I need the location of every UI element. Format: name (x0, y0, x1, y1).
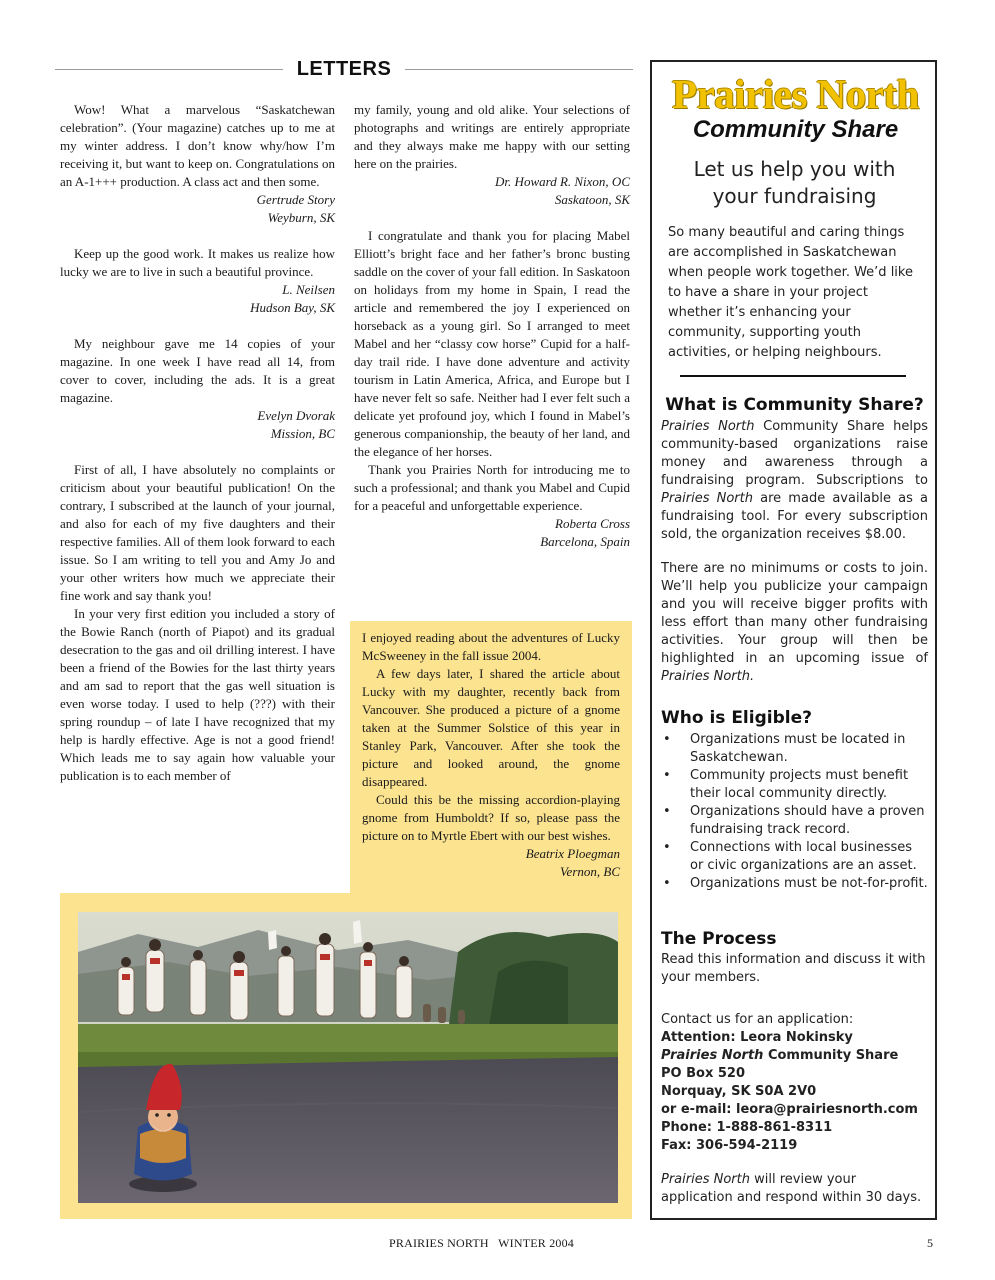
list-item-text: Community projects must benefit their local community directly. (690, 768, 909, 801)
bullet-icon: • (663, 732, 671, 747)
letter-paragraph: Could this be the missing accordion-playing gnome from Humboldt? If so, please pass the picture on to Myrtle Ebert with our best wishes. (362, 792, 620, 843)
eligibility-section (661, 707, 928, 893)
magazine-name: Prairies North (661, 1172, 750, 1187)
no-minimums-section (661, 560, 928, 686)
process-heading: The Process (661, 929, 777, 949)
letter-paragraph: Thank you Prairies North for introducing me to such a professional; and thank you Mabel and Cupid for a peaceful and unforgettable experience. (354, 462, 630, 513)
letter-paragraph: My neighbour gave me 14 copies of your magazine. In one week I have read all 14, from cover to cover, including the ads. It is a great magazine. (60, 336, 335, 405)
process-text: Read this information and discuss it with your members. (661, 952, 926, 985)
letter-nixon-part1 (60, 461, 335, 785)
letter-author: Dr. Howard R. Nixon, OC (495, 174, 630, 189)
review-rest: will review your application and respond within 30 days. (661, 1172, 922, 1205)
magazine-name: Prairies North (661, 1048, 764, 1063)
contact-city: Norquay, SK S0A 2V0 (661, 1084, 817, 1099)
bullet-icon: • (663, 804, 671, 819)
letter-author: Beatrix Ploegman (525, 846, 620, 861)
list-item-text: Organizations must be located in Saskatchewan. (690, 732, 906, 765)
contact-attention: Attention: Leora Nokinsky (661, 1030, 853, 1045)
contact-intro: Contact us for an application: (661, 1012, 854, 1027)
review-text (661, 1171, 928, 1207)
letter-location: Vernon, BC (560, 864, 620, 879)
magazine-name: Prairies North (661, 419, 755, 434)
eligibility-list (661, 731, 928, 893)
sidebar-tagline: Let us help you with your fundraising (693, 157, 896, 208)
letter-paragraph: Wow! What a marvelous “Saskatchewan celebration”. (Your magazine) catches up to me at my winter address. I don’t know why/how I’m receiving it, but want to keep on. Congratulations on an A-1+++ production. A class act and then some. (60, 102, 335, 189)
letter-story (60, 101, 335, 227)
letters-column-left (60, 101, 335, 785)
list-item (661, 731, 928, 767)
sidebar-divider (680, 375, 906, 377)
bullet-icon: • (663, 876, 671, 891)
letter-location: Weyburn, SK (267, 210, 335, 225)
letter-paragraph: First of all, I have absolutely no complaints or criticism about your beautiful publication! On the contrary, I subscribed at the launch of your journal, and also for each of my five daughters and their respective families. All of them look forward to each issue. So I am writing to tell you and Amy Jo and your other writers how much we appreciate their fine work and say thank you! (60, 462, 335, 603)
contact-email[interactable]: or e-mail: leora@prairiesnorth.com (661, 1102, 918, 1117)
photo-illustration (78, 912, 618, 1203)
letter-author: Evelyn Dvorak (257, 408, 335, 423)
what-text: Community Share helps community-based organizations raise money and awareness through a fundraising program. Subscriptions to (661, 419, 928, 488)
gnome-photo (78, 912, 618, 1203)
brand-subtitle: Community Share (692, 116, 899, 143)
letter-paragraph: my family, young and old alike. Your selections of photographs and writings are entirely appropriate and they always make me happy with our setting here on the prairies. (354, 102, 630, 171)
process-section (661, 928, 928, 987)
contact-section (661, 1011, 928, 1155)
list-item-text: Organizations should have a proven fundraising track record. (690, 804, 925, 837)
list-item-text: Connections with local businesses or civic organizations are an asset. (690, 840, 917, 873)
bullet-icon: • (663, 840, 671, 855)
list-item (661, 767, 928, 803)
list-item (661, 803, 928, 839)
what-paragraph (661, 418, 928, 544)
page-number: 5 (927, 1236, 933, 1250)
letter-paragraph: A few days later, I shared the article about Lucky with my daughter, recently back from Vancouver. She produced a picture of a gnome taken at the Summer Solstice of this year in Stanley Park, Vancouver. After she took the picture and looked around, the gnome disappeared. (362, 666, 620, 789)
letter-author: L. Neilsen (282, 282, 335, 297)
letter-neilsen (60, 245, 335, 317)
header-rule-right (405, 69, 633, 70)
letters-column-middle (354, 101, 630, 551)
brand-logo: Prairies North (672, 71, 919, 117)
letters-header (55, 58, 633, 82)
letter-ploegman (362, 629, 620, 881)
eligibility-heading: Who is Eligible? (661, 708, 812, 728)
community-share-sidebar (650, 60, 937, 1220)
letter-location: Saskatoon, SK (554, 192, 630, 207)
list-item-text: Organizations must be not-for-profit. (690, 876, 928, 891)
bullet-icon: • (663, 768, 671, 783)
header-rule-left (55, 69, 283, 70)
contact-po-box: PO Box 520 (661, 1066, 745, 1081)
letter-dvorak (60, 335, 335, 443)
sidebar-intro: So many beautiful and caring things are accomplished in Saskatchewan when people work together. We’d like to have a share in your project whether it’s enhancing your community, supporting youth activities, or helping neighbours. (668, 225, 913, 360)
letter-location: Barcelona, Spain (540, 534, 630, 549)
list-item (661, 875, 928, 893)
letter-paragraph: In your very first edition you included a story of the Bowie Ranch (north of Piapot) and its gradual desecration to the gas and oil drilling interest. I have been a friend of the Bowies for the last thirty years and am sad to report that the gas well situation is even worse today. I used to help (???) with their spring roundup – of late I have recognized that my help is hardly effective. Age is not a good friend! Which leads me to say again how valuable your publication is to each member of (60, 606, 335, 783)
what-is-section (661, 394, 928, 544)
footer-magazine: PRAIRIES NORTH WINTER 2004 (389, 1236, 574, 1250)
letter-author: Roberta Cross (555, 516, 630, 531)
magazine-name: Prairies North (661, 491, 753, 506)
contact-fax: Fax: 306-594-2119 (661, 1138, 798, 1153)
no-minimums-paragraph (661, 560, 928, 686)
list-item (661, 839, 928, 875)
letter-author: Gertrude Story (256, 192, 335, 207)
letter-paragraph: I congratulate and thank you for placing Mabel Elliott’s bright face and her father’s bronc busting saddle on the cover of your fall edition. In Saskatoon on holidays from my home in Spain, I read the article and remembered the joy I experienced on horseback as a young girl. So I arranged to meet Mabel and her “classy cow horse” Cupid for a half-day trail ride. I have done adventure and activity tourism in Latin America, Africa, and Europe but I have never felt so safe. Neither had I ever felt such a delicate yet profound joy, which I found in Mabel’s generous companionship, the beauty of her land, and the elegance of her horses. (354, 228, 630, 459)
contact-organization (661, 1047, 928, 1065)
magazine-name: Prairies North. (661, 669, 755, 684)
no-minimums-text: There are no minimums or costs to join. We’ll help you publicize your campaign and you will receive bigger profits with less effort than many other fundraising activities. Your group will then be highlighted in an upcoming issue of (661, 561, 928, 666)
letter-paragraph: I enjoyed reading about the adventures of Lucky McSweeney in the fall issue 2004. (362, 630, 620, 663)
letter-paragraph: Keep up the good work. It makes us realize how lucky we are to live in such a beautiful province. (60, 246, 335, 279)
contact-phone: Phone: 1-888-861-8311 (661, 1120, 833, 1135)
what-text: are made available as a fundraising tool. For every subscription sold, the organization receives $8.00. (661, 491, 929, 542)
review-section (661, 1171, 928, 1207)
letter-location: Hudson Bay, SK (250, 300, 335, 315)
section-title: LETTERS (296, 58, 392, 80)
letter-nixon-part2 (354, 101, 630, 209)
contact-org-text: Community Share (763, 1048, 899, 1063)
what-heading: What is Community Share? (665, 395, 924, 415)
letter-cross (354, 227, 630, 551)
letter-location: Mission, BC (270, 426, 335, 441)
